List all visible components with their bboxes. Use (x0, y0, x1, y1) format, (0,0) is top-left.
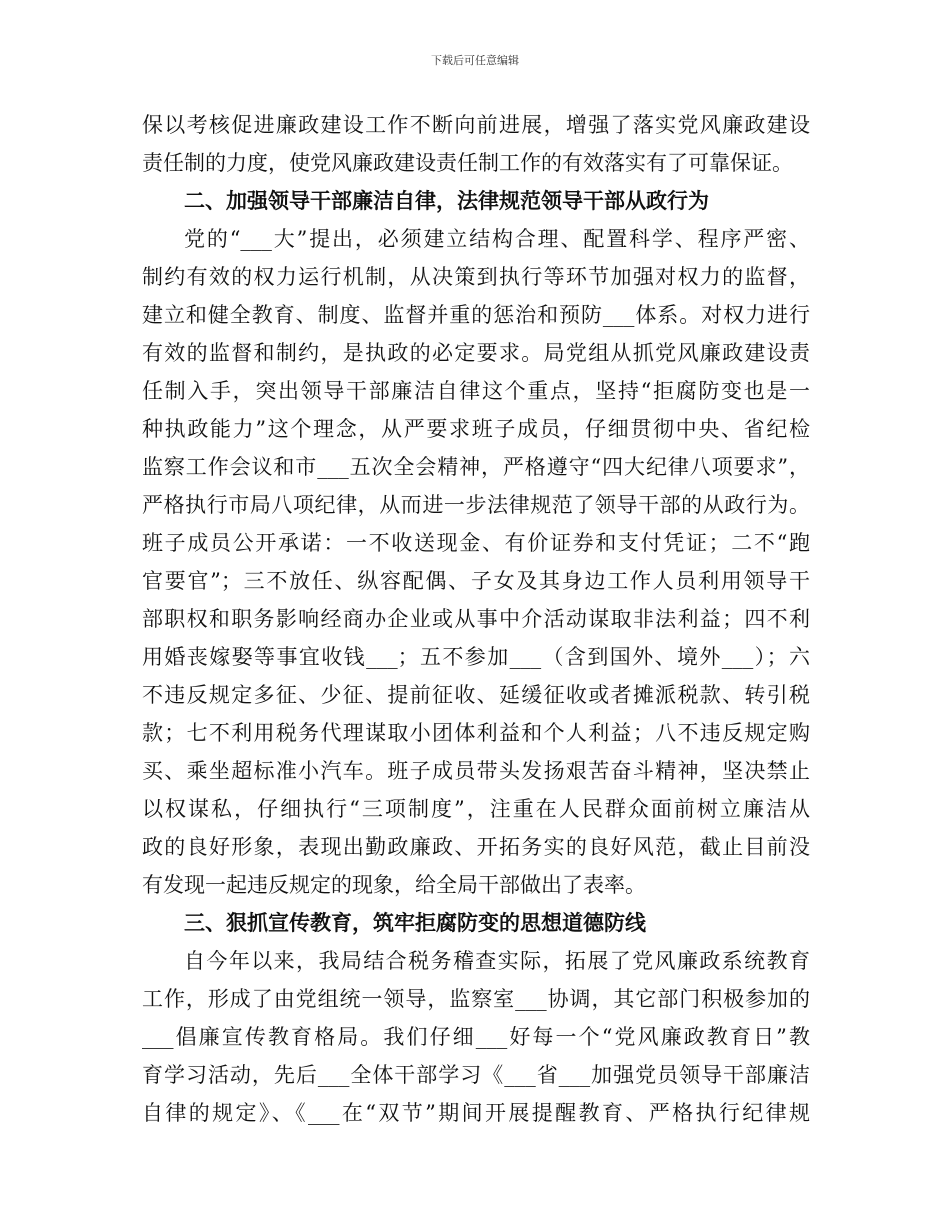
paragraph-line: 用婚丧嫁娶等事宜收钱___；五不参加___（含到国外、境外___）；六 (142, 645, 810, 669)
section-heading: 三、狠抓宣传教育，筑牢拒腐防变的思想道德防线 (184, 911, 646, 935)
paragraph-line: 不违反规定多征、少征、提前征收、延缓征收或者摊派税款、转引税 (142, 683, 810, 707)
paragraph-line: 制约有效的权力运行机制，从决策到执行等环节加强对权力的监督， (142, 265, 810, 289)
paragraph-line: 种执政能力”这个理念，从严要求班子成员，仔细贯彻中央、省纪检 (142, 417, 810, 441)
paragraph-line: 班子成员公开承诺：一不收送现金、有价证券和支付凭证；二不“跑 (142, 531, 810, 555)
paragraph-line: 自律的规定》、《___在“双节”期间开展提醒教育、严格执行纪律规 (142, 1101, 810, 1125)
paragraph-line: 责任制的力度，使党风廉政建设责任制工作的有效落实有了可靠保证。 (142, 151, 793, 175)
paragraph-line: 严格执行市局八项纪律，从而进一步法律规范了领导干部的从政行为。 (142, 493, 810, 517)
page-header: 下载后可任意编辑 (431, 54, 519, 67)
paragraph-line: 政的良好形象，表现出勤政廉政、开拓务实的良好风范，截止目前没 (142, 835, 810, 859)
paragraph-line: 款；七不利用税务代理谋取小团体利益和个人利益；八不违反规定购 (142, 721, 810, 745)
paragraph-line: 任制入手，突出领导干部廉洁自律这个重点，坚持“拒腐防变也是一 (142, 379, 810, 403)
section-heading: 二、加强领导干部廉洁自律，法律规范领导干部从政行为 (184, 189, 709, 213)
paragraph-line: 监察工作会议和市___五次全会精神，严格遵守“四大纪律八项要求”， (142, 455, 810, 479)
paragraph-line: 保以考核促进廉政建设工作不断向前进展，增强了落实党风廉政建设 (142, 113, 810, 137)
document-body (142, 106, 810, 1132)
paragraph-line: 有效的监督和制约，是执政的必定要求。局党组从抓党风廉政建设责 (142, 341, 810, 365)
paragraph-line: 有发现一起违反规定的现象，给全局干部做出了表率。 (142, 873, 646, 897)
paragraph-line: 官要官”；三不放任、纵容配偶、子女及其身边工作人员利用领导干 (142, 569, 810, 593)
paragraph-line: 买、乘坐超标准小汽车。班子成员带头发扬艰苦奋斗精神，坚决禁止 (142, 759, 810, 783)
paragraph-line: 建立和健全教育、制度、监督并重的惩治和预防___体系。对权力进行 (142, 303, 810, 327)
paragraph-line: 工作，形成了由党组统一领导，监察室___协调，其它部门积极参加的 (142, 987, 810, 1011)
paragraph-line: 育学习活动，先后___全体干部学习《___省___加强党员领导干部廉洁 (142, 1063, 810, 1087)
paragraph-line: 部职权和职务影响经商办企业或从事中介活动谋取非法利益；四不利 (142, 607, 810, 631)
paragraph-line: 党的“___大”提出，必须建立结构合理、配置科学、程序严密、 (184, 227, 810, 251)
paragraph-line: 以权谋私，仔细执行“三项制度”，注重在人民群众面前树立廉洁从 (142, 797, 810, 821)
paragraph-line: 自今年以来，我局结合税务稽查实际，拓展了党风廉政系统教育 (184, 949, 810, 973)
paragraph-line: ___倡廉宣传教育格局。我们仔细___好每一个“党风廉政教育日”教 (142, 1025, 810, 1049)
